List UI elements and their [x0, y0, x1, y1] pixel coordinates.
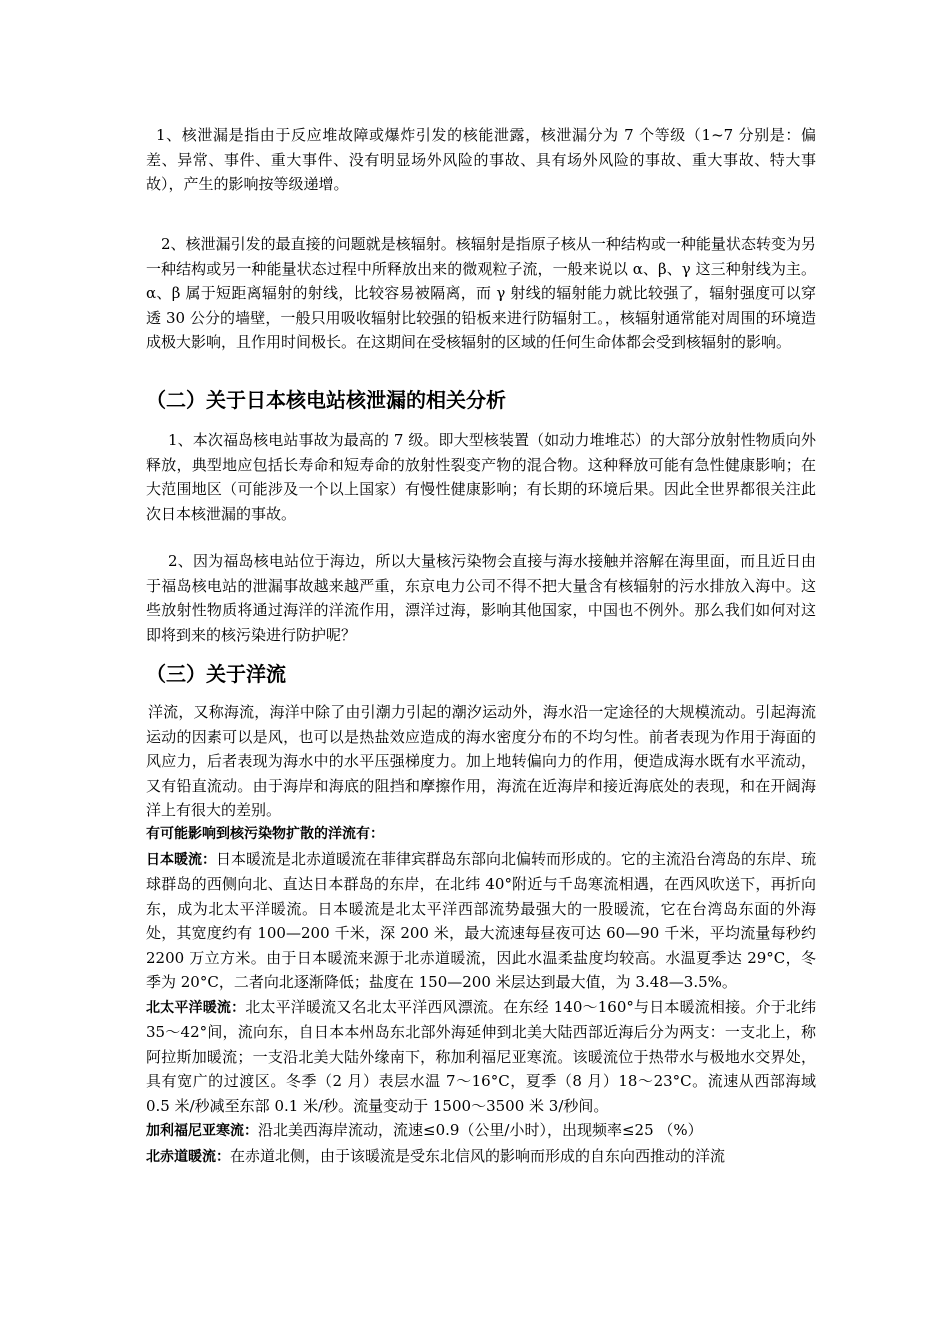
section-heading-3: （三）关于洋流 [146, 662, 286, 686]
paragraph-ocean-intro: 洋流，又称海流，海洋中除了由引潮力引起的潮汐运动外，海水沿一定途径的大规模流动。引起海流运动的因素可以是风，也可以是热盐效应造成的海水密度分布的不均匀性。前者表现为作用于海面的风应力，后者表现为海水中的水平压强梯度力。加上地转偏向力的作用，便造成海水既有水平流动，又有铅直流动。由于海岸和海底的阻挡和摩擦作用，海流在近海岸和接近海底处的表现，和在开阔海洋上有很大的差别。 [146, 703, 816, 819]
paragraph-item-4: 2、因为福岛核电站位于海边，所以大量核污染物会直接与海水接触并溶解在海里面，而且近日由于福岛核电站的泄漏事故越来越严重，东京电力公司不得不把大量含有核辐射的污水排放入海中。这些放射性物质将通过海洋的洋流作用，漂洋过海，影响其他国家，中国也不例外。那么我们如何对这即将到来的核污染进行防护呢？ [146, 552, 816, 644]
current-california-label: 加利福尼亚寒流： [146, 1123, 258, 1139]
current-north-equatorial-label: 北赤道暖流： [146, 1148, 230, 1165]
current-california [146, 1118, 816, 1144]
paragraph-item-2: 2、核泄漏引发的最直接的问题就是核辐射。核辐射是指原子核从一种结构或一种能量状态转变为另一种结构或另一种能量状态过程中所释放出来的微观粒子流，一般来说以 α、β、γ 这三种射线为主。α、β 属于短距离辐射的射线，比较容易被隔离，而 γ 射线的辐射能力就比较强了，辐射强度可以穿透 30 公分的墙壁，一般只用吸收辐射比较强的铅板来进行防辐射工。，核辐射通常能对周围的环境造成极大影响，且作用时间极长。在这期间在受核辐射的区域的任何生命体都会受到核辐射的影响。 [146, 235, 816, 351]
current-japan-label: 日本暖流： [146, 851, 216, 868]
section-heading-2: （二）关于日本核电站核泄漏的相关分析 [146, 388, 506, 412]
current-north-pacific-label: 北太平洋暖流： [146, 999, 246, 1016]
current-north-equatorial [146, 1144, 816, 1170]
current-california-text: 沿北美西海岸流动，流速≤0.9（公里/小时），出现频率≤25 （%） [258, 1121, 703, 1139]
currents-block [146, 822, 816, 1169]
paragraph-item-3: 1、本次福岛核电站事故为最高的 7 级。即大型核装置（如动力堆堆芯）的大部分放射性物质向外释放，典型地应包括长寿命和短寿命的放射性裂变产物的混合物。这种释放可能有急性健康影响；在大范围地区（可能涉及一个以上国家）有慢性健康影响；有长期的环境后果。因此全世界都很关注此次日本核泄漏的事故。 [146, 431, 816, 523]
currents-heading: 有可能影响到核污染物扩散的洋流有： [146, 826, 384, 842]
current-north-pacific [146, 995, 816, 1119]
current-north-equatorial-text: 在赤道北侧，由于该暖流是受东北信风的影响而形成的自东向西推动的洋流 [230, 1146, 726, 1165]
current-japan [146, 847, 816, 995]
current-japan-text: 日本暖流是北赤道暖流在菲律宾群岛东部向北偏转而形成的。它的主流沿台湾岛的东岸、琉球群岛的西侧向北、直达日本群岛的东岸，在北纬 40°附近与千岛寒流相遇，在西风吹送下，再折向东，成为北太平洋暖流。日本暖流是北太平洋西部流势最强大的一股暖流，它在台湾岛东面的外海处，其宽度约有 100—200 千米，深 200 米，最大流速每昼夜可达 60—90 千米，平均流量每秒约 2200 万立方米。由于日本暖流来源于北赤道暖流，因此水温柔盐度均较高。水温夏季达 29°C，冬季为 20°C，二者向北逐渐降低；盐度在 150—200 米层达到最大值，为 3.48—3.5%。 [146, 849, 817, 991]
current-north-pacific-text: 北太平洋暖流又名北太平洋西风漂流。在东经 140～160°与日本暖流相接。介于北纬 35～42°间，流向东，自日本本州岛东北部外海延伸到北美大陆西部近海后分为两支：一支北上，称阿拉斯加暖流；一支沿北美大陆外缘南下，称加利福尼亚寒流。该暖流位于热带水与极地水交界处，具有宽广的过渡区。冬季（2 月）表层水温 7～16°C，夏季（8 月）18～23°C。流速从西部海域 0.5 米/秒减至东部 0.1 米/秒。流量变动于 1500～3500 米 3/秒间。 [146, 997, 816, 1115]
paragraph-item-1: 1、核泄漏是指由于反应堆故障或爆炸引发的核能泄露，核泄漏分为 7 个等级（1~7 分别是：偏差、异常、事件、重大事件、没有明显场外风险的事故、具有场外风险的事故、重大事故、特大事故），产生的影响按等级递增。 [146, 126, 816, 193]
